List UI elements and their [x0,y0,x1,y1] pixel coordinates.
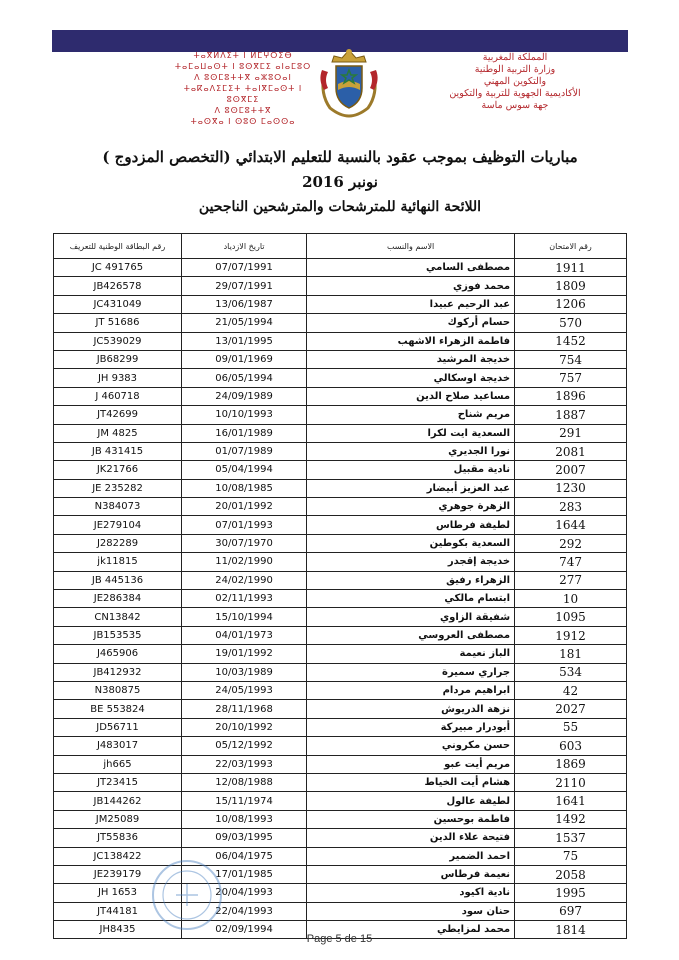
header-cin: رقم البطاقة الوطنية للتعريف [54,234,182,259]
birth-date-cell: 15/10/1994 [182,608,307,626]
birth-date-cell: 29/07/1991 [182,277,307,295]
name-cell: عبد الرحيم عبيدا [307,295,515,313]
cin-cell: JH 1653 [54,884,182,902]
cin-cell: JB426578 [54,277,182,295]
exam-number-cell: 1912 [515,626,627,644]
exam-number-cell: 1641 [515,792,627,810]
table-row [54,681,627,699]
official-stamp-icon [150,858,224,932]
cin-cell: CN13842 [54,608,182,626]
cin-cell: BE 553824 [54,700,182,718]
name-cell: خديجة إقجدر [307,553,515,571]
table-row [54,645,627,663]
tifinagh-line: ⴷ ⵓⵙⵎⵓⵜⵜⴳ ⴰⵣⵓⵔⴰⵏ [194,73,292,82]
cin-cell: JE279104 [54,516,182,534]
table-row [54,571,627,589]
cin-cell: JE286384 [54,590,182,608]
exam-number-cell: 1995 [515,884,627,902]
name-cell: لطيفة فرطاس [307,516,515,534]
results-table [53,233,627,939]
table-row [54,277,627,295]
name-cell: فتيحة علاء الدين [307,829,515,847]
birth-date-cell: 13/01/1995 [182,332,307,350]
exam-number-cell: 1492 [515,810,627,828]
birth-date-cell: 01/07/1989 [182,442,307,460]
table-row [54,553,627,571]
tifinagh-line: ⵜⴰⴽⴰⴷⵉⵎⵉⵜ ⵜⴰⵏⴳⵎⴰⵙⵜ ⵏ ⵓⵙⴳⵎⵉ [183,84,303,104]
exam-number-cell: 603 [515,737,627,755]
cin-cell: JT42699 [54,406,182,424]
exam-number-cell: 1869 [515,755,627,773]
name-cell: الباز نعيمة [307,645,515,663]
cin-cell: JB153535 [54,626,182,644]
cin-cell: JK21766 [54,461,182,479]
exam-number-cell: 2058 [515,865,627,883]
cin-cell: N380875 [54,681,182,699]
cin-cell: JB 431415 [54,442,182,460]
exam-number-cell: 55 [515,718,627,736]
cin-cell: JM 4825 [54,424,182,442]
tifinagh-line: ⴷ ⵓⵙⵎⵓⵜⵜⴳ [214,106,272,115]
letterhead-line: والتكوين المهني [483,76,547,87]
name-cell: فاطمة الزهراء الاشهب [307,332,515,350]
birth-date-cell: 09/03/1995 [182,829,307,847]
birth-date-cell: 12/08/1988 [182,773,307,791]
table-row [54,295,627,313]
birth-date-cell: 20/10/1992 [182,718,307,736]
exam-number-cell: 2110 [515,773,627,791]
table-row [54,902,627,920]
exam-number-cell: 534 [515,663,627,681]
exam-number-cell: 1887 [515,406,627,424]
name-cell: فاطمة بوحسين [307,810,515,828]
name-cell: شفيقة الزاوي [307,608,515,626]
table-row [54,847,627,865]
cin-cell: JT44181 [54,902,182,920]
cin-cell: jh665 [54,755,182,773]
page-number: Page 5 de 15 [306,933,373,945]
exam-number-cell: 1911 [515,259,627,277]
exam-number-cell: 1206 [515,295,627,313]
letterhead [150,44,590,124]
birth-date-cell: 10/10/1993 [182,406,307,424]
table-body [54,259,627,939]
birth-date-cell: 06/04/1975 [182,847,307,865]
birth-date-cell: 02/11/1993 [182,590,307,608]
birth-date-cell: 04/01/1973 [182,626,307,644]
name-cell: السعدية بكوطين [307,534,515,552]
table-row [54,442,627,460]
birth-date-cell: 13/06/1987 [182,295,307,313]
exam-number-cell: 10 [515,590,627,608]
cin-cell: JT23415 [54,773,182,791]
table-row [54,626,627,644]
exam-number-cell: 42 [515,681,627,699]
birth-date-cell: 17/01/1985 [182,865,307,883]
birth-date-cell: 20/04/1993 [182,884,307,902]
exam-number-cell: 1814 [515,921,627,939]
cin-cell: JB144262 [54,792,182,810]
royal-emblem-icon [316,44,382,118]
cin-cell: JE 235282 [54,479,182,497]
name-cell: محمد فوزي [307,277,515,295]
name-cell: لطيفة عالول [307,792,515,810]
birth-date-cell: 22/04/1993 [182,902,307,920]
table-row [54,516,627,534]
exam-number-cell: 1452 [515,332,627,350]
cin-cell: JC431049 [54,295,182,313]
table-row [54,479,627,497]
birth-date-cell: 10/03/1989 [182,663,307,681]
header-exam-number: رقم الامتحان [515,234,627,259]
birth-date-cell: 15/11/1974 [182,792,307,810]
cin-cell: JD56711 [54,718,182,736]
cin-cell: N384073 [54,498,182,516]
birth-date-cell: 05/12/1992 [182,737,307,755]
exam-number-cell: 747 [515,553,627,571]
table-row [54,314,627,332]
document-title: مباريات التوظيف بموجب عقود بالنسبة للتعليم الابتدائي (التخصص المزدوج ) [102,148,578,166]
name-cell: خديجة المرشيد [307,350,515,368]
birth-date-cell: 10/08/1985 [182,479,307,497]
table-row [54,369,627,387]
table-header-row [54,234,627,259]
table-row [54,461,627,479]
exam-number-cell: 697 [515,902,627,920]
name-cell: مريم أيت عبو [307,755,515,773]
birth-date-cell: 05/04/1994 [182,461,307,479]
table-row [54,718,627,736]
header-name: الاسم والنسب [307,234,515,259]
exam-number-cell: 1095 [515,608,627,626]
table-row [54,424,627,442]
exam-number-cell: 291 [515,424,627,442]
name-cell: مساعيد صلاح الدين [307,387,515,405]
name-cell: مصطفى العروسي [307,626,515,644]
table-row [54,737,627,755]
exam-number-cell: 1230 [515,479,627,497]
exam-number-cell: 754 [515,350,627,368]
name-cell: نزهة الدريوش [307,700,515,718]
cin-cell: J 460718 [54,387,182,405]
cin-cell: jk11815 [54,553,182,571]
birth-date-cell: 24/09/1989 [182,387,307,405]
exam-number-cell: 2007 [515,461,627,479]
table-row [54,865,627,883]
name-cell: ابتسام مالكي [307,590,515,608]
cin-cell: JH8435 [54,921,182,939]
birth-date-cell: 21/05/1994 [182,314,307,332]
exam-number-cell: 570 [515,314,627,332]
birth-date-cell: 30/07/1970 [182,534,307,552]
table-row [54,534,627,552]
table-row [54,755,627,773]
tifinagh-line: ⵜⴰⴳⵍⴷⵉⵜ ⵏ ⵍⵎⵖⵔⵉⴱ [193,51,293,60]
birth-date-cell: 16/01/1989 [182,424,307,442]
letterhead-line: وزارة التربية الوطنية [474,64,556,75]
document-date: نونبر 2016 [302,173,378,191]
cin-cell: JB 445136 [54,571,182,589]
exam-number-cell: 1896 [515,387,627,405]
exam-number-cell: 277 [515,571,627,589]
name-cell: حسن مكروني [307,737,515,755]
cin-cell: JT55836 [54,829,182,847]
exam-number-cell: 75 [515,847,627,865]
name-cell: ابراهيم مردام [307,681,515,699]
letterhead-line: جهة سوس ماسة [481,100,549,111]
tifinagh-letterhead [168,50,318,127]
birth-date-cell: 07/07/1991 [182,259,307,277]
birth-date-cell: 06/05/1994 [182,369,307,387]
name-cell: نادية اكيود [307,884,515,902]
exam-number-cell: 283 [515,498,627,516]
cin-cell: JC 491765 [54,259,182,277]
table-row [54,884,627,902]
letterhead-line: المملكة المغربية [482,52,548,63]
exam-number-cell: 181 [515,645,627,663]
birth-date-cell: 02/09/1994 [182,921,307,939]
birth-date-cell: 28/11/1968 [182,700,307,718]
name-cell: نادية مقبيل [307,461,515,479]
birth-date-cell: 07/01/1993 [182,516,307,534]
tifinagh-line: ⵜⴰⵎⴰⵡⴰⵙⵜ ⵏ ⵓⵙⴳⵎⵉ ⴰⵏⴰⵎⵓⵔ [174,62,312,71]
exam-number-cell: 2027 [515,700,627,718]
cin-cell: J483017 [54,737,182,755]
name-cell: احمد الضمير [307,847,515,865]
cin-cell: JE239179 [54,865,182,883]
name-cell: مريم شناح [307,406,515,424]
exam-number-cell: 2081 [515,442,627,460]
birth-date-cell: 24/05/1993 [182,681,307,699]
name-cell: حنان سود [307,902,515,920]
tifinagh-line: ⵜⴰⵙⴳⴰ ⵏ ⵙⵓⵙ ⵎⴰⵙⵙⴰ [190,117,296,126]
name-cell: السعدية ايت لكرا [307,424,515,442]
name-cell: محمد لمزايطي [307,921,515,939]
cin-cell: JM25089 [54,810,182,828]
birth-date-cell: 24/02/1990 [182,571,307,589]
birth-date-cell: 10/08/1993 [182,810,307,828]
cin-cell: JC138422 [54,847,182,865]
table-row [54,608,627,626]
exam-number-cell: 1537 [515,829,627,847]
letterhead-line: الأكاديمية الجهوية للتربية والتكوين [449,88,581,99]
exam-number-cell: 757 [515,369,627,387]
name-cell: عبد العزيز أبيضار [307,479,515,497]
arabic-letterhead [440,52,590,112]
name-cell: خديجة اوسكالي [307,369,515,387]
cin-cell: JB412932 [54,663,182,681]
name-cell: نعيمة فرطاس [307,865,515,883]
table-row [54,700,627,718]
name-cell: نورا الجديري [307,442,515,460]
name-cell: هشام أيت الخياط [307,773,515,791]
table-row [54,498,627,516]
table-row [54,829,627,847]
cin-cell: JT 51686 [54,314,182,332]
table-row [54,406,627,424]
table-row [54,350,627,368]
exam-number-cell: 292 [515,534,627,552]
exam-number-cell: 1644 [515,516,627,534]
cin-cell: J282289 [54,534,182,552]
birth-date-cell: 09/01/1969 [182,350,307,368]
birth-date-cell: 19/01/1992 [182,645,307,663]
document-subtitle: اللائحة النهائية للمترشحات والمترشحين الناجحين [198,199,482,215]
name-cell: الزهرة جوهري [307,498,515,516]
name-cell: جراري سميرة [307,663,515,681]
name-cell: أبودرار مبيركة [307,718,515,736]
table-row [54,792,627,810]
table-row [54,773,627,791]
exam-number-cell: 1809 [515,277,627,295]
birth-date-cell: 20/01/1992 [182,498,307,516]
birth-date-cell: 11/02/1990 [182,553,307,571]
table-row [54,387,627,405]
cin-cell: JC539029 [54,332,182,350]
table-row [54,590,627,608]
header-birth-date: تاريخ الازدياد [182,234,307,259]
name-cell: الزهراء رفيق [307,571,515,589]
table-row [54,810,627,828]
name-cell: حسام أركوك [307,314,515,332]
cin-cell: J465906 [54,645,182,663]
table-row [54,663,627,681]
cin-cell: JB68299 [54,350,182,368]
table-row [54,332,627,350]
cin-cell: JH 9383 [54,369,182,387]
name-cell: مصطفى السامي [307,259,515,277]
birth-date-cell: 22/03/1993 [182,755,307,773]
table-row [54,259,627,277]
